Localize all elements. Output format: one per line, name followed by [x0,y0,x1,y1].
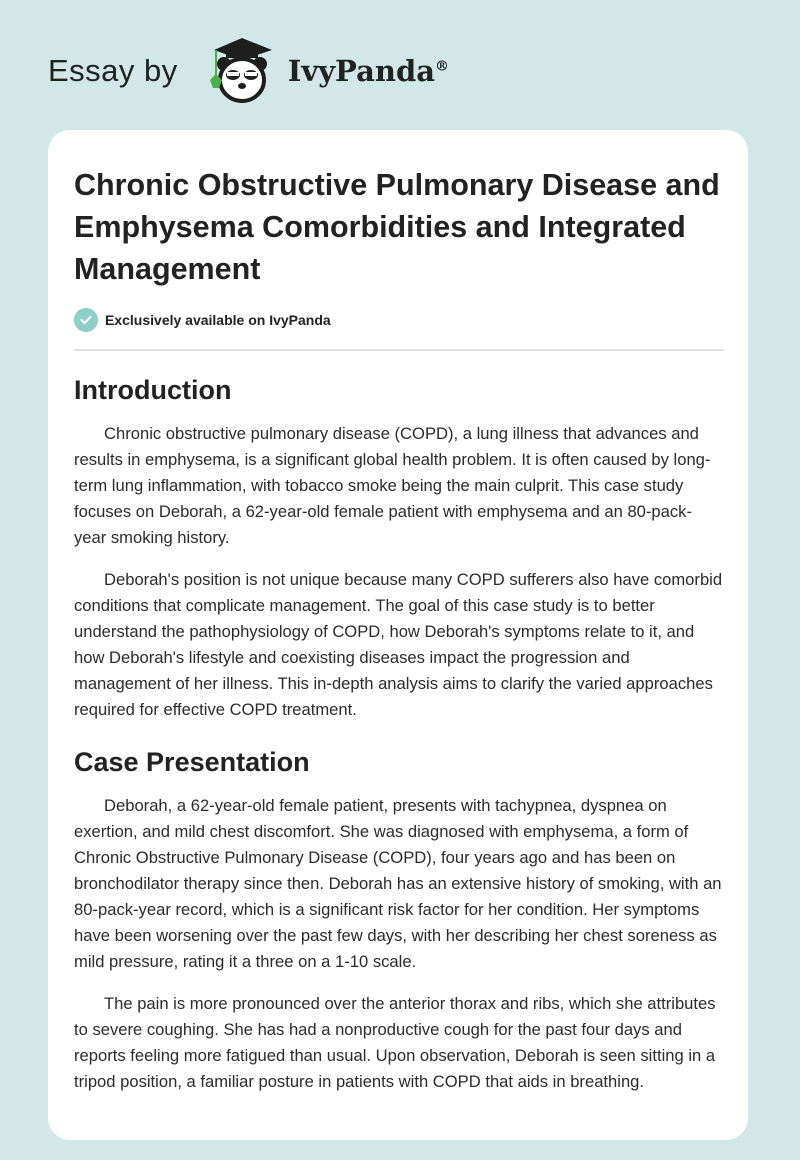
paragraph: Chronic obstructive pulmonary disease (COPD), a lung illness that advances and results in emphysema, is a significant global health problem. It is often caused by long-term lung inflammation, with tobacco smoke being the main culprit. This case study focuses on Deborah, a 62-year-old female patient with emphysema and an 80-pack-year smoking history. [74,424,711,547]
paragraph: Deborah, a 62-year-old female patient, presents with tachypnea, dyspnea on exertion, and mild chest discomfort. She was diagnosed with emphysema, a form of Chronic Obstructive Pulmonary Disease (COPD), four years ago and has been on bronchodilator therapy since then. Deborah has an extensive history of smoking, with an 80-pack-year record, which is a significant risk factor for her condition. Her symptoms have been worsening over the past few days, with her describing her chest soreness as mild pressure, rating it a three on a 1-10 scale. [74,796,722,971]
check-circle-icon [74,308,98,332]
ivypanda-logo-icon[interactable] [200,36,284,106]
section-introduction [74,373,724,723]
site-header [48,36,449,106]
exclusive-badge [74,308,724,332]
section-case-presentation [74,745,724,1095]
essay-title: Chronic Obstructive Pulmonary Disease and Emphysema Comorbidities and Integrated Management [74,168,720,286]
essay-by-label: Essay by [48,53,178,88]
section-heading: Case Presentation [74,747,310,777]
divider [74,349,724,351]
paragraph: The pain is more pronounced over the anterior thorax and ribs, which she attributes to severe coughing. She has had a nonproductive cough for the past four days and reports feeling more fatigued than usual. Upon observation, Deborah is seen sitting in a tripod position, a familiar posture in patients with COPD that aids in breathing. [74,994,716,1091]
section-heading: Introduction [74,375,232,405]
paragraph: Deborah's position is not unique because many COPD sufferers also have comorbid conditions that complicate management. The goal of this case study is to better understand the pathophysiology of COPD, how Deborah's symptoms relate to it, and how Deborah's lifestyle and coexisting diseases impact the progression and management of her illness. This in-depth analysis aims to clarify the varied approaches required for effective COPD treatment. [74,570,723,719]
badge-text: Exclusively available on IvyPanda [105,312,331,328]
brand-name: IvyPanda® [287,54,450,88]
essay-card [48,130,748,1140]
